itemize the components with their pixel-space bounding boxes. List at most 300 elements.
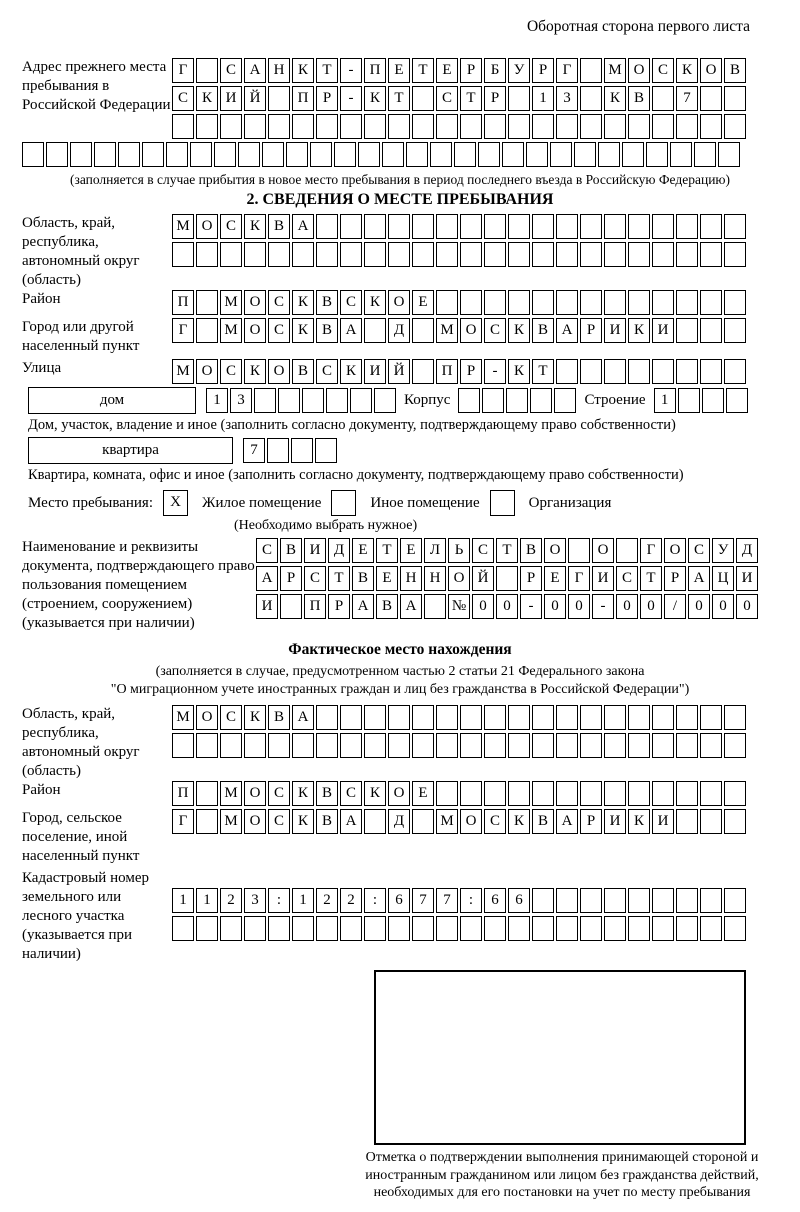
char-cell[interactable] xyxy=(460,781,482,806)
char-cell[interactable] xyxy=(478,142,500,167)
char-cell[interactable] xyxy=(340,916,362,941)
char-cell[interactable]: В xyxy=(292,359,314,384)
char-cell[interactable] xyxy=(436,781,458,806)
char-cell[interactable]: С xyxy=(220,359,242,384)
char-cell[interactable] xyxy=(316,242,338,267)
char-cell[interactable]: 7 xyxy=(436,888,458,913)
char-cell[interactable]: К xyxy=(340,359,362,384)
char-cell[interactable] xyxy=(628,916,650,941)
char-cell[interactable] xyxy=(340,214,362,239)
char-cell[interactable] xyxy=(724,290,746,315)
char-cell[interactable]: 3 xyxy=(556,86,578,111)
char-cell[interactable] xyxy=(508,290,530,315)
char-cell[interactable] xyxy=(530,388,552,413)
char-cell[interactable] xyxy=(508,242,530,267)
char-cell[interactable]: М xyxy=(172,705,194,730)
char-cell[interactable] xyxy=(556,290,578,315)
char-cell[interactable]: 2 xyxy=(220,888,242,913)
char-cell[interactable] xyxy=(652,359,674,384)
char-cell[interactable] xyxy=(604,733,626,758)
char-cell[interactable]: В xyxy=(316,290,338,315)
char-cell[interactable] xyxy=(412,809,434,834)
char-cell[interactable]: А xyxy=(352,594,374,619)
char-cell[interactable] xyxy=(196,809,218,834)
char-cell[interactable] xyxy=(508,781,530,806)
char-cell[interactable] xyxy=(460,916,482,941)
char-cell[interactable] xyxy=(652,888,674,913)
char-cell[interactable] xyxy=(616,538,638,563)
char-cell[interactable]: Т xyxy=(388,86,410,111)
char-cell[interactable]: Т xyxy=(412,58,434,83)
char-cell[interactable] xyxy=(676,916,698,941)
char-cell[interactable]: С xyxy=(652,58,674,83)
char-cell[interactable] xyxy=(364,114,386,139)
char-cell[interactable] xyxy=(724,809,746,834)
char-cell[interactable] xyxy=(508,114,530,139)
char-cell[interactable] xyxy=(334,142,356,167)
char-cell[interactable]: С xyxy=(268,318,290,343)
char-cell[interactable]: Р xyxy=(460,359,482,384)
char-cell[interactable] xyxy=(580,781,602,806)
char-cell[interactable]: : xyxy=(364,888,386,913)
char-cell[interactable] xyxy=(196,290,218,315)
char-cell[interactable]: П xyxy=(172,290,194,315)
char-cell[interactable] xyxy=(554,388,576,413)
char-cell[interactable] xyxy=(676,114,698,139)
char-cell[interactable] xyxy=(374,388,396,413)
char-cell[interactable] xyxy=(340,733,362,758)
char-cell[interactable] xyxy=(628,114,650,139)
char-cell[interactable]: 0 xyxy=(496,594,518,619)
char-cell[interactable]: Н xyxy=(400,566,422,591)
char-cell[interactable] xyxy=(436,114,458,139)
char-cell[interactable]: Т xyxy=(640,566,662,591)
char-cell[interactable]: М xyxy=(220,781,242,806)
char-cell[interactable] xyxy=(484,290,506,315)
char-cell[interactable]: О xyxy=(196,359,218,384)
char-cell[interactable]: 2 xyxy=(316,888,338,913)
char-cell[interactable]: А xyxy=(688,566,710,591)
char-cell[interactable] xyxy=(604,705,626,730)
char-cell[interactable] xyxy=(628,214,650,239)
char-cell[interactable] xyxy=(268,242,290,267)
char-cell[interactable] xyxy=(484,242,506,267)
char-cell[interactable]: 1 xyxy=(206,388,228,413)
char-cell[interactable] xyxy=(220,733,242,758)
char-cell[interactable] xyxy=(458,388,480,413)
char-cell[interactable]: И xyxy=(304,538,326,563)
char-cell[interactable]: К xyxy=(508,809,530,834)
char-cell[interactable] xyxy=(454,142,476,167)
char-cell[interactable]: - xyxy=(592,594,614,619)
char-cell[interactable]: 0 xyxy=(544,594,566,619)
char-cell[interactable]: 0 xyxy=(568,594,590,619)
char-cell[interactable] xyxy=(676,318,698,343)
char-cell[interactable] xyxy=(652,214,674,239)
char-cell[interactable] xyxy=(532,888,554,913)
char-cell[interactable]: Р xyxy=(280,566,302,591)
char-cell[interactable] xyxy=(700,809,722,834)
char-cell[interactable] xyxy=(244,733,266,758)
char-cell[interactable] xyxy=(700,214,722,239)
char-cell[interactable] xyxy=(484,733,506,758)
char-cell[interactable] xyxy=(412,214,434,239)
char-cell[interactable] xyxy=(436,214,458,239)
char-cell[interactable] xyxy=(580,86,602,111)
char-cell[interactable]: В xyxy=(268,705,290,730)
char-cell[interactable]: И xyxy=(604,809,626,834)
char-cell[interactable] xyxy=(628,733,650,758)
char-cell[interactable]: Т xyxy=(328,566,350,591)
char-cell[interactable]: 1 xyxy=(532,86,554,111)
char-cell[interactable] xyxy=(652,781,674,806)
char-cell[interactable] xyxy=(604,214,626,239)
char-cell[interactable] xyxy=(532,242,554,267)
char-cell[interactable]: - xyxy=(484,359,506,384)
char-cell[interactable]: С xyxy=(268,809,290,834)
char-cell[interactable]: К xyxy=(244,359,266,384)
char-cell[interactable]: С xyxy=(484,809,506,834)
char-cell[interactable] xyxy=(508,214,530,239)
char-cell[interactable] xyxy=(364,705,386,730)
char-cell[interactable] xyxy=(700,359,722,384)
char-cell[interactable] xyxy=(412,114,434,139)
char-cell[interactable]: Й xyxy=(388,359,410,384)
char-cell[interactable]: К xyxy=(628,318,650,343)
char-cell[interactable] xyxy=(244,916,266,941)
char-cell[interactable] xyxy=(604,888,626,913)
char-cell[interactable] xyxy=(436,242,458,267)
char-cell[interactable] xyxy=(700,916,722,941)
char-cell[interactable] xyxy=(604,781,626,806)
char-cell[interactable]: Т xyxy=(496,538,518,563)
char-cell[interactable]: О xyxy=(460,318,482,343)
char-cell[interactable]: К xyxy=(292,58,314,83)
char-cell[interactable]: В xyxy=(628,86,650,111)
char-cell[interactable]: К xyxy=(292,781,314,806)
char-cell[interactable] xyxy=(460,214,482,239)
char-cell[interactable]: 3 xyxy=(230,388,252,413)
char-cell[interactable] xyxy=(364,733,386,758)
char-cell[interactable] xyxy=(652,242,674,267)
char-cell[interactable]: Т xyxy=(316,58,338,83)
char-cell[interactable] xyxy=(172,114,194,139)
char-cell[interactable] xyxy=(412,733,434,758)
char-cell[interactable]: Р xyxy=(460,58,482,83)
char-cell[interactable]: 6 xyxy=(508,888,530,913)
char-cell[interactable] xyxy=(278,388,300,413)
char-cell[interactable] xyxy=(292,114,314,139)
char-cell[interactable]: Й xyxy=(472,566,494,591)
char-cell[interactable] xyxy=(508,733,530,758)
char-cell[interactable] xyxy=(196,318,218,343)
char-cell[interactable] xyxy=(286,142,308,167)
char-cell[interactable] xyxy=(364,809,386,834)
char-cell[interactable] xyxy=(244,242,266,267)
char-cell[interactable] xyxy=(724,359,746,384)
char-cell[interactable]: Р xyxy=(520,566,542,591)
char-cell[interactable] xyxy=(196,781,218,806)
char-cell[interactable] xyxy=(460,114,482,139)
char-cell[interactable] xyxy=(700,888,722,913)
char-cell[interactable]: В xyxy=(352,566,374,591)
char-cell[interactable]: О xyxy=(592,538,614,563)
char-cell[interactable]: Р xyxy=(316,86,338,111)
char-cell[interactable]: М xyxy=(604,58,626,83)
char-cell[interactable] xyxy=(46,142,68,167)
char-cell[interactable]: - xyxy=(340,58,362,83)
char-cell[interactable]: Г xyxy=(640,538,662,563)
char-cell[interactable] xyxy=(604,242,626,267)
char-cell[interactable]: Е xyxy=(544,566,566,591)
char-cell[interactable] xyxy=(268,733,290,758)
char-cell[interactable] xyxy=(628,242,650,267)
char-cell[interactable] xyxy=(724,733,746,758)
char-cell[interactable] xyxy=(604,290,626,315)
char-cell[interactable]: И xyxy=(220,86,242,111)
char-cell[interactable] xyxy=(580,733,602,758)
char-cell[interactable] xyxy=(268,86,290,111)
char-cell[interactable]: В xyxy=(316,318,338,343)
char-cell[interactable] xyxy=(604,916,626,941)
char-cell[interactable]: Г xyxy=(172,318,194,343)
char-cell[interactable]: № xyxy=(448,594,470,619)
char-cell[interactable]: : xyxy=(268,888,290,913)
char-cell[interactable] xyxy=(388,733,410,758)
char-cell[interactable] xyxy=(364,214,386,239)
char-cell[interactable]: К xyxy=(292,809,314,834)
char-cell[interactable] xyxy=(70,142,92,167)
char-cell[interactable] xyxy=(676,733,698,758)
char-cell[interactable] xyxy=(388,114,410,139)
char-cell[interactable] xyxy=(412,86,434,111)
checkbox-other-premises[interactable] xyxy=(331,490,356,516)
char-cell[interactable]: 1 xyxy=(196,888,218,913)
char-cell[interactable]: А xyxy=(340,809,362,834)
char-cell[interactable] xyxy=(580,705,602,730)
char-cell[interactable]: Д xyxy=(736,538,758,563)
char-cell[interactable] xyxy=(676,242,698,267)
char-cell[interactable] xyxy=(700,290,722,315)
char-cell[interactable] xyxy=(326,388,348,413)
char-cell[interactable]: О xyxy=(244,290,266,315)
char-cell[interactable] xyxy=(508,86,530,111)
char-cell[interactable] xyxy=(676,888,698,913)
char-cell[interactable] xyxy=(388,916,410,941)
char-cell[interactable] xyxy=(700,781,722,806)
char-cell[interactable]: С xyxy=(268,290,290,315)
char-cell[interactable]: Н xyxy=(268,58,290,83)
char-cell[interactable] xyxy=(700,114,722,139)
char-cell[interactable]: Е xyxy=(388,58,410,83)
char-cell[interactable] xyxy=(652,290,674,315)
char-cell[interactable]: Д xyxy=(388,318,410,343)
char-cell[interactable] xyxy=(676,781,698,806)
char-cell[interactable] xyxy=(724,888,746,913)
char-cell[interactable] xyxy=(628,781,650,806)
char-cell[interactable] xyxy=(700,242,722,267)
char-cell[interactable]: Р xyxy=(580,809,602,834)
char-cell[interactable]: 3 xyxy=(244,888,266,913)
char-cell[interactable] xyxy=(724,214,746,239)
char-cell[interactable]: А xyxy=(556,318,578,343)
char-cell[interactable]: С xyxy=(172,86,194,111)
char-cell[interactable]: Н xyxy=(424,566,446,591)
char-cell[interactable] xyxy=(388,242,410,267)
char-cell[interactable]: В xyxy=(316,781,338,806)
char-cell[interactable]: Е xyxy=(412,781,434,806)
char-cell[interactable] xyxy=(166,142,188,167)
char-cell[interactable] xyxy=(424,594,446,619)
char-cell[interactable]: М xyxy=(172,214,194,239)
char-cell[interactable] xyxy=(340,705,362,730)
char-cell[interactable]: К xyxy=(676,58,698,83)
char-cell[interactable] xyxy=(94,142,116,167)
char-cell[interactable] xyxy=(598,142,620,167)
char-cell[interactable]: О xyxy=(244,781,266,806)
char-cell[interactable] xyxy=(268,916,290,941)
char-cell[interactable] xyxy=(364,242,386,267)
char-cell[interactable] xyxy=(460,733,482,758)
char-cell[interactable]: К xyxy=(508,318,530,343)
char-cell[interactable]: С xyxy=(220,214,242,239)
char-cell[interactable] xyxy=(652,86,674,111)
char-cell[interactable]: Е xyxy=(436,58,458,83)
char-cell[interactable]: Р xyxy=(484,86,506,111)
char-cell[interactable]: Т xyxy=(460,86,482,111)
char-cell[interactable]: Г xyxy=(568,566,590,591)
char-cell[interactable] xyxy=(526,142,548,167)
char-cell[interactable] xyxy=(430,142,452,167)
char-cell[interactable]: С xyxy=(340,781,362,806)
char-cell[interactable] xyxy=(412,916,434,941)
char-cell[interactable] xyxy=(436,705,458,730)
char-cell[interactable]: 7 xyxy=(676,86,698,111)
char-cell[interactable] xyxy=(382,142,404,167)
char-cell[interactable] xyxy=(460,705,482,730)
char-cell[interactable]: С xyxy=(340,290,362,315)
char-cell[interactable] xyxy=(532,733,554,758)
checkbox-organization[interactable] xyxy=(490,490,515,516)
char-cell[interactable]: М xyxy=(220,318,242,343)
char-cell[interactable] xyxy=(196,733,218,758)
char-cell[interactable]: К xyxy=(364,781,386,806)
char-cell[interactable] xyxy=(724,242,746,267)
char-cell[interactable]: И xyxy=(592,566,614,591)
char-cell[interactable]: О xyxy=(196,214,218,239)
char-cell[interactable] xyxy=(316,733,338,758)
char-cell[interactable] xyxy=(726,388,748,413)
char-cell[interactable]: В xyxy=(280,538,302,563)
char-cell[interactable] xyxy=(214,142,236,167)
char-cell[interactable] xyxy=(580,290,602,315)
char-cell[interactable] xyxy=(700,705,722,730)
char-cell[interactable] xyxy=(364,318,386,343)
char-cell[interactable] xyxy=(574,142,596,167)
char-cell[interactable]: И xyxy=(736,566,758,591)
char-cell[interactable] xyxy=(580,58,602,83)
char-cell[interactable] xyxy=(508,705,530,730)
checkbox-residential[interactable]: X xyxy=(163,490,188,516)
char-cell[interactable] xyxy=(316,916,338,941)
char-cell[interactable] xyxy=(244,114,266,139)
char-cell[interactable]: И xyxy=(652,809,674,834)
char-cell[interactable] xyxy=(484,916,506,941)
char-cell[interactable]: 1 xyxy=(172,888,194,913)
char-cell[interactable] xyxy=(196,242,218,267)
char-cell[interactable] xyxy=(482,388,504,413)
char-cell[interactable] xyxy=(532,916,554,941)
char-cell[interactable] xyxy=(292,733,314,758)
char-cell[interactable] xyxy=(652,916,674,941)
char-cell[interactable] xyxy=(580,214,602,239)
char-cell[interactable] xyxy=(580,359,602,384)
char-cell[interactable]: 7 xyxy=(412,888,434,913)
char-cell[interactable] xyxy=(406,142,428,167)
char-cell[interactable]: М xyxy=(172,359,194,384)
char-cell[interactable]: К xyxy=(604,86,626,111)
char-cell[interactable]: Е xyxy=(376,566,398,591)
char-cell[interactable] xyxy=(506,388,528,413)
char-cell[interactable]: В xyxy=(520,538,542,563)
char-cell[interactable]: С xyxy=(220,58,242,83)
char-cell[interactable]: О xyxy=(700,58,722,83)
char-cell[interactable]: П xyxy=(304,594,326,619)
char-cell[interactable] xyxy=(118,142,140,167)
char-cell[interactable]: С xyxy=(616,566,638,591)
char-cell[interactable]: О xyxy=(268,359,290,384)
char-cell[interactable]: К xyxy=(196,86,218,111)
char-cell[interactable] xyxy=(196,58,218,83)
char-cell[interactable]: Ц xyxy=(712,566,734,591)
char-cell[interactable] xyxy=(652,705,674,730)
char-cell[interactable] xyxy=(172,916,194,941)
char-cell[interactable]: А xyxy=(244,58,266,83)
char-cell[interactable]: К xyxy=(508,359,530,384)
char-cell[interactable] xyxy=(460,290,482,315)
char-cell[interactable]: Ь xyxy=(448,538,470,563)
char-cell[interactable]: А xyxy=(340,318,362,343)
house-type-box[interactable]: дом xyxy=(28,387,196,414)
char-cell[interactable] xyxy=(302,388,324,413)
char-cell[interactable] xyxy=(700,733,722,758)
char-cell[interactable] xyxy=(196,114,218,139)
char-cell[interactable] xyxy=(556,705,578,730)
char-cell[interactable]: Е xyxy=(412,290,434,315)
char-cell[interactable] xyxy=(670,142,692,167)
char-cell[interactable] xyxy=(316,114,338,139)
char-cell[interactable]: Й xyxy=(244,86,266,111)
char-cell[interactable] xyxy=(532,114,554,139)
char-cell[interactable] xyxy=(580,888,602,913)
char-cell[interactable] xyxy=(676,359,698,384)
char-cell[interactable] xyxy=(556,114,578,139)
char-cell[interactable]: Р xyxy=(328,594,350,619)
char-cell[interactable] xyxy=(254,388,276,413)
char-cell[interactable] xyxy=(238,142,260,167)
char-cell[interactable]: М xyxy=(436,809,458,834)
char-cell[interactable] xyxy=(350,388,372,413)
char-cell[interactable]: 0 xyxy=(616,594,638,619)
char-cell[interactable]: Т xyxy=(376,538,398,563)
char-cell[interactable] xyxy=(484,114,506,139)
char-cell[interactable]: 1 xyxy=(292,888,314,913)
char-cell[interactable] xyxy=(292,242,314,267)
char-cell[interactable] xyxy=(724,318,746,343)
char-cell[interactable] xyxy=(702,388,724,413)
char-cell[interactable] xyxy=(484,705,506,730)
char-cell[interactable]: Р xyxy=(664,566,686,591)
